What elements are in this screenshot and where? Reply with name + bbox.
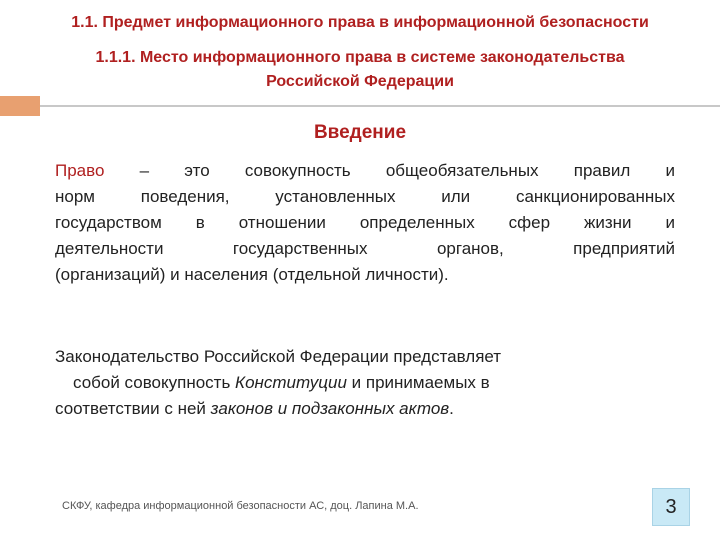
legislation-line-1: Законодательство Российской Федерации представляет [55, 347, 502, 366]
footer-credit: СКФУ, кафедра информационной безопасности АС, доц. Лапина М.А. [62, 500, 419, 512]
header-divider [40, 105, 720, 107]
definition-line-2: норм поведения, установленных или санкционированных [55, 187, 675, 206]
definition-line-1 [55, 158, 675, 184]
definition-line-3: государством в отношении определенных сфер жизни и [55, 213, 675, 232]
slide-title: 1.1. Предмет информационного права в информационной безопасности [71, 14, 649, 31]
laws-term: законов и подзаконных актов [210, 399, 450, 418]
legislation-line-3-post: . [449, 399, 454, 418]
definition-line-4: деятельности государственных органов, предприятий [55, 239, 675, 258]
legislation-line-2-pre: собой совокупность [73, 373, 236, 392]
section-heading: Введение [313, 122, 407, 143]
constitution-term: Конституции [235, 373, 347, 392]
subtitle-line-1: 1.1.1. Место информационного права в системе законодательства [95, 49, 625, 66]
slide-subtitle [40, 46, 680, 94]
definition-line-5: (организаций) и населения (отдельной личности). [55, 265, 449, 284]
page-number-badge: 3 [652, 488, 690, 526]
definition-line-1-text: – это совокупность общеобязательных правил и [104, 161, 675, 180]
legislation-line-2 [55, 370, 675, 396]
legislation-line-3-pre: соответствии с ней [55, 399, 211, 418]
subtitle-line-2: Российской Федерации [266, 73, 454, 90]
legislation-line-3 [55, 396, 675, 422]
definition-paragraph [55, 158, 675, 288]
legislation-line-2-post: и принимаемых в [346, 373, 490, 392]
accent-box [0, 96, 40, 116]
legislation-paragraph [55, 344, 675, 422]
definition-term: Право [55, 161, 105, 180]
